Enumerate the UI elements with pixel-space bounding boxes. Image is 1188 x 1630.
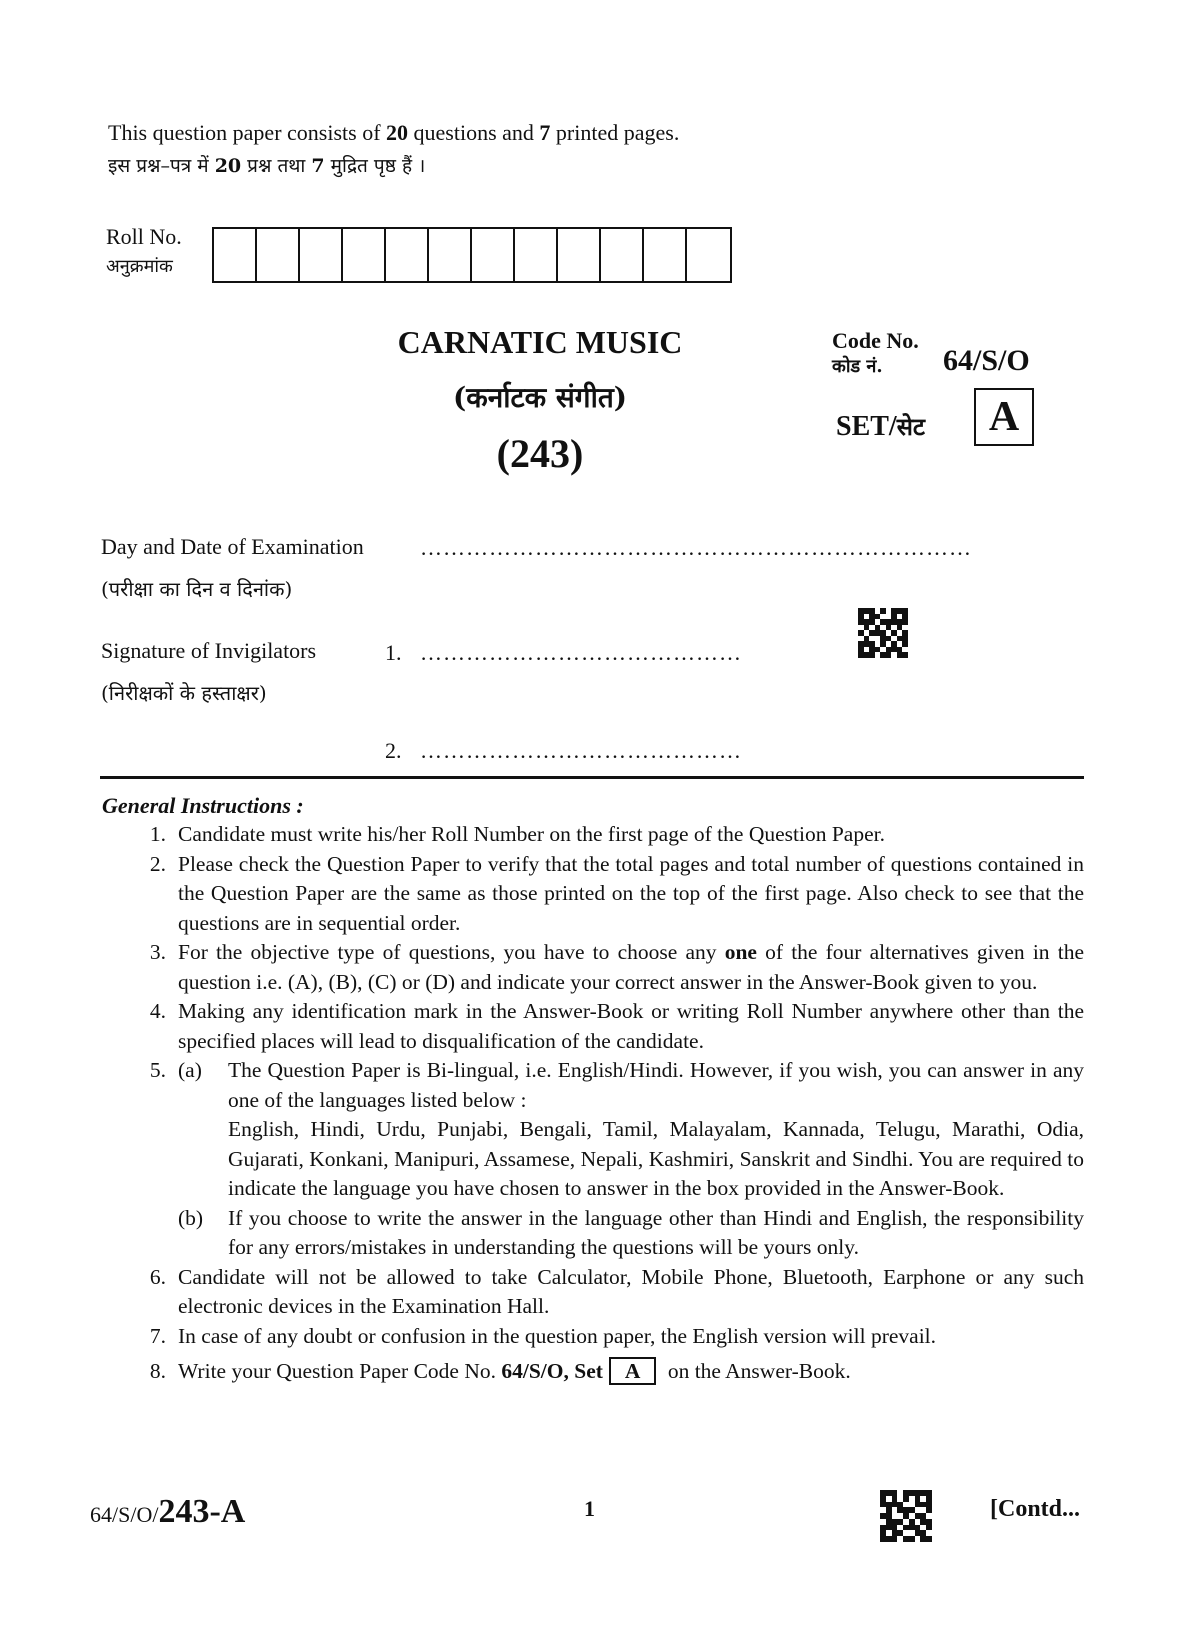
footer-paper-code: 64/S/O/243-A: [90, 1493, 246, 1530]
code-no-value: 64/S/O: [943, 344, 1030, 377]
roll-digit-box[interactable]: [257, 229, 300, 281]
signature-1-blank[interactable]: ……………………………………: [420, 640, 742, 665]
page-number: 1: [584, 1496, 595, 1521]
roll-digit-box[interactable]: [601, 229, 644, 281]
signature-2-number: 2.: [385, 738, 402, 763]
subject-title-hindi: (कर्नाटक संगीत): [452, 381, 628, 414]
qr-code-icon: [858, 608, 908, 658]
subject-title: CARNATIC MUSIC: [397, 324, 683, 360]
roll-number-label: Roll No. अनुक्रमांक: [106, 224, 182, 277]
list-item: 4. Making any identification mark in the Answer-Book or writing Roll Number anywhere other than the specified places will lead to disqualification of the candidate.: [149, 999, 1084, 1053]
roll-digit-box[interactable]: [515, 229, 558, 281]
sub-item-b: (b) If you choose to write the answer in the language other than Hindi and English, the responsibility for any errors/mistakes in understanding the questions will be yours only.: [178, 1205, 1084, 1259]
question-count: 20: [386, 120, 409, 145]
subject-code: (243): [496, 431, 584, 476]
continued-label: [Contd...: [990, 1496, 1081, 1522]
roll-digit-box[interactable]: [386, 229, 429, 281]
code-no-label: Code No. कोड नं.: [832, 328, 919, 377]
exam-date-blank[interactable]: ………………………………………………………………: [420, 535, 972, 560]
roll-digit-box[interactable]: [558, 229, 601, 281]
set-value-box: A: [974, 388, 1034, 446]
roll-digit-box[interactable]: [472, 229, 515, 281]
roll-digit-box[interactable]: [300, 229, 343, 281]
list-item: 7. In case of any doubt or confusion in the question paper, the English version will prevail.: [149, 1323, 937, 1348]
roll-digit-box[interactable]: [343, 229, 386, 281]
paper-info-en: This question paper consists of 20 questions and 7 printed pages.: [108, 120, 680, 145]
instructions-list: [100, 820, 1084, 1387]
list-item: 3. For the objective type of questions, you have to choose any one of the four alternatives given in the question i.e. (A), (B), (C) or (D) and indicate your correct answer in the Answer-Book given to you.: [149, 940, 1085, 994]
qr-code-icon: [880, 1490, 932, 1542]
set-label: SET/सेट: [836, 411, 926, 442]
paper-info-hi: इस प्रश्न–पत्र में 20 प्रश्न तथा 7 मुद्रित पृष्ठ हैं ।: [108, 155, 426, 177]
roll-digit-box[interactable]: [687, 229, 730, 281]
general-instructions-title: General Instructions :: [102, 793, 304, 818]
roll-digit-box[interactable]: [429, 229, 472, 281]
page-count: 7: [539, 120, 551, 145]
list-item: 2. Please check the Question Paper to verify that the total pages and total number of questions contained in the Question Paper are the same as those printed on the top of the first page. Also check to see that the questions are in sequential order.: [149, 851, 1084, 935]
signature-2-blank[interactable]: ……………………………………: [420, 738, 742, 763]
sub-item-a: (a) The Question Paper is Bi-lingual, i.e. English/Hindi. However, if you wish, you can answer in any one of the languages listed below : English, Hindi, Urdu, Punjabi, Bengali, Tamil, Malayalam, Kannada, Telugu, Marathi, Odia, Gujarati, Konkani, Manipuri, Assamese, Nepali, Kashmiri, Sanskrit and Sindhi. You are required to indicate the language you have chosen to answer in the box provided in the Answer-Book.: [178, 1058, 1084, 1200]
roll-digit-box[interactable]: [214, 229, 257, 281]
exam-date-label: Day and Date of Examination (परीक्षा का दिन व दिनांक): [101, 534, 364, 601]
divider: [100, 776, 1084, 779]
set-inline-box: A: [609, 1357, 657, 1385]
roll-number-boxes[interactable]: [212, 227, 732, 283]
list-item: 6. Candidate will not be allowed to take Calculator, Mobile Phone, Bluetooth, Earphone or any such electronic devices in the Examination Hall.: [149, 1264, 1084, 1318]
signature-1-number: 1.: [385, 640, 402, 665]
list-item: 1. Candidate must write his/her Roll Number on the first page of the Question Paper.: [149, 822, 885, 846]
list-item: 5. (a) The Question Paper is Bi-lingual, i.e. English/Hindi. However, if you wish, you can answer in any one of the languages listed below : English, Hindi, Urdu, Punjabi, Bengali, Tamil, Malayalam, Kannada, Telugu, Marathi, Odia, Gujarati, Konkani, Manipuri, Assamese, Nepali, Kashmiri, Sanskrit and Sindhi. You are required to indicate the language you have chosen to answer in the box provided in the Answer-Book. (b) If you choose to write the answer in the language other than Hindi and English, the responsibility for any errors/mistakes in understanding the questions will be yours only.: [100, 1056, 1084, 1263]
roll-digit-box[interactable]: [644, 229, 687, 281]
list-item: 8. Write your Question Paper Code No. 64/S/O, Set A on the Answer-Book.: [149, 1359, 851, 1383]
invigilator-signature-label: Signature of Invigilators (निरीक्षकों के हस्ताक्षर): [101, 638, 317, 705]
